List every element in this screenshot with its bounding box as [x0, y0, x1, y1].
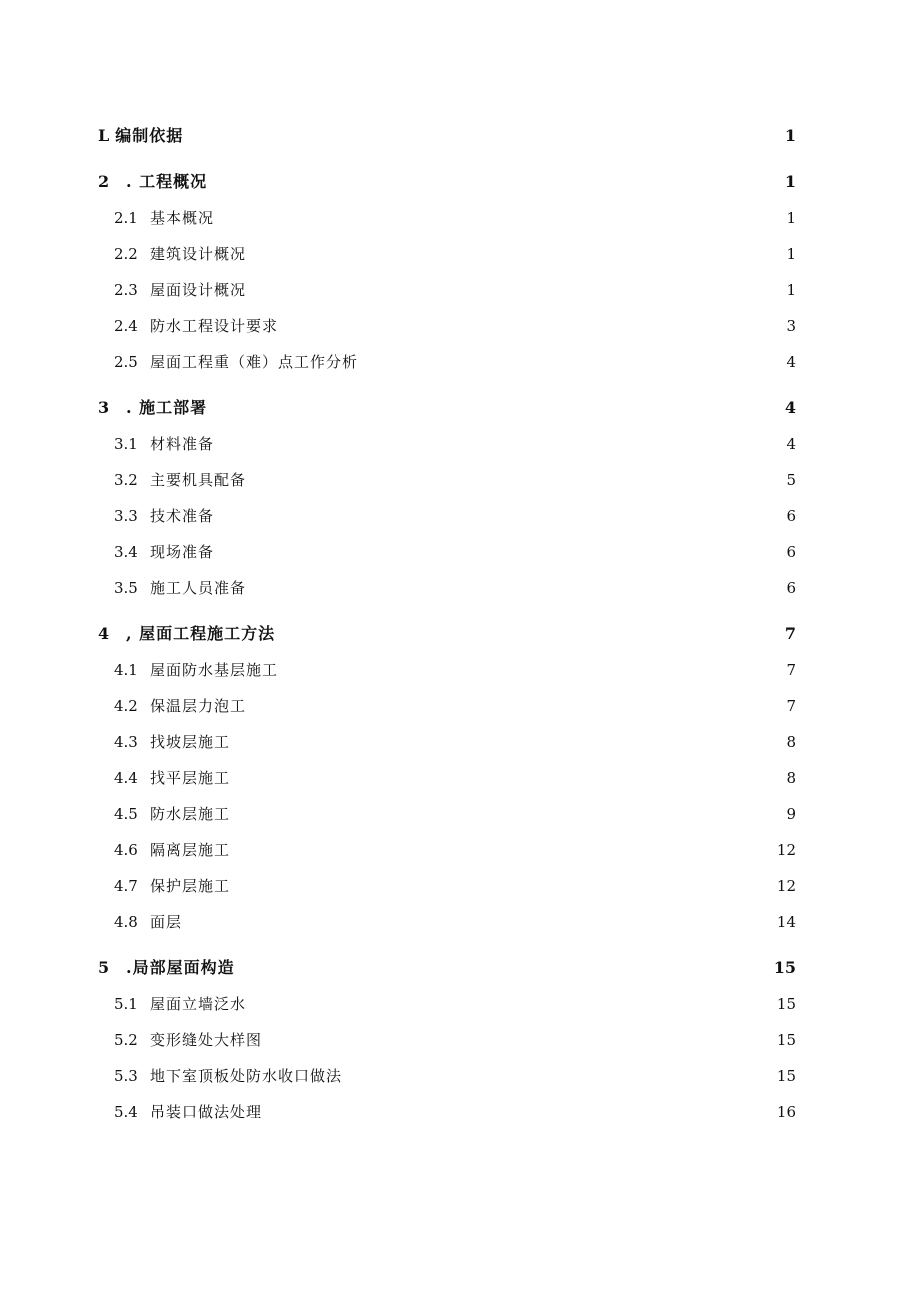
toc-section-entry[interactable]	[98, 570, 796, 606]
toc-entry-page-number: 7	[784, 624, 796, 643]
toc-dot-leader	[364, 352, 782, 367]
toc-dot-leader	[213, 397, 781, 413]
toc-dot-leader	[220, 434, 782, 449]
toc-entry-page-number: 3	[786, 317, 796, 335]
toc-entry-title: 找平层施工	[150, 769, 231, 787]
toc-entry-page-number: 1	[784, 172, 796, 191]
toc-entry-number: 3.1	[114, 435, 138, 453]
toc-entry-page-number: 6	[786, 579, 796, 597]
toc-dot-leader	[268, 1030, 773, 1045]
toc-section-entry[interactable]	[98, 760, 796, 796]
toc-entry-title: 屋面防水基层施工	[150, 661, 279, 679]
toc-entry-title: .局部屋面构造	[126, 958, 235, 977]
toc-entry-page-number: 4	[784, 398, 796, 417]
toc-entry-title: . 施工部署	[126, 398, 208, 417]
toc-entry-number: 2.5	[114, 353, 138, 371]
toc-entry-title: 面层	[150, 913, 183, 931]
toc-entry-title: 现场准备	[150, 543, 215, 561]
toc-section-entry[interactable]	[98, 724, 796, 760]
toc-entry-page-number: 5	[786, 471, 796, 489]
toc-section-entry[interactable]	[98, 1094, 796, 1130]
toc-entry-page-number: 9	[786, 805, 796, 823]
toc-dot-leader	[252, 696, 782, 711]
toc-entry-number: 5.4	[114, 1103, 138, 1121]
toc-entry-number: 4.6	[114, 841, 138, 859]
toc-entry-number: L	[98, 126, 110, 145]
toc-entry-number: 3.4	[114, 543, 138, 561]
toc-entry-page-number: 8	[786, 733, 796, 751]
toc-entry-title: 变形缝处大样图	[150, 1031, 263, 1049]
toc-entry-page-number: 1	[786, 209, 796, 227]
toc-dot-leader	[236, 768, 782, 783]
toc-entry-number: 3	[98, 398, 110, 417]
toc-section-entry[interactable]	[98, 272, 796, 308]
toc-entry-title: 保温层力泡工	[150, 697, 247, 715]
toc-entry-number: 4.8	[114, 913, 138, 931]
toc-entry-title: 基本概况	[150, 209, 215, 227]
toc-entry-page-number: 14	[776, 913, 796, 931]
toc-entry-title: 吊装口做法处理	[150, 1103, 263, 1121]
toc-dot-leader	[213, 171, 781, 187]
toc-entry-title: 材料准备	[150, 435, 215, 453]
toc-section-entry[interactable]	[98, 426, 796, 462]
toc-entry-page-number: 6	[786, 507, 796, 525]
toc-dot-leader	[220, 542, 782, 557]
toc-section-entry[interactable]	[98, 534, 796, 570]
toc-entry-page-number: 1	[786, 281, 796, 299]
toc-dot-leader	[188, 912, 773, 927]
toc-entry-page-number: 12	[776, 877, 796, 895]
toc-entry-number: 5.2	[114, 1031, 138, 1049]
toc-dot-leader	[284, 316, 782, 331]
toc-section-entry[interactable]	[98, 868, 796, 904]
toc-entry-number: 2.2	[114, 245, 138, 263]
toc-dot-leader	[252, 470, 782, 485]
toc-entry-title: 建筑设计概况	[150, 245, 247, 263]
toc-dot-leader	[252, 280, 782, 295]
toc-dot-leader	[252, 994, 773, 1009]
toc-entry-number: 3.5	[114, 579, 138, 597]
toc-entry-title: 施工人员准备	[150, 579, 247, 597]
toc-chapter-entry[interactable]	[98, 616, 796, 652]
toc-section-entry[interactable]	[98, 1058, 796, 1094]
toc-chapter-entry[interactable]	[98, 164, 796, 200]
toc-section-entry[interactable]	[98, 796, 796, 832]
toc-section-entry[interactable]	[98, 688, 796, 724]
toc-entry-page-number: 15	[776, 1067, 796, 1085]
toc-dot-leader	[236, 732, 782, 747]
toc-dot-leader	[241, 957, 770, 973]
toc-dot-leader	[281, 623, 781, 639]
toc-entry-page-number: 16	[776, 1103, 796, 1121]
toc-entry-number: 4.5	[114, 805, 138, 823]
toc-dot-leader	[236, 840, 773, 855]
toc-chapter-entry[interactable]	[98, 950, 796, 986]
toc-entry-page-number: 15	[776, 995, 796, 1013]
toc-entry-page-number: 6	[786, 543, 796, 561]
toc-entry-page-number: 15	[773, 958, 796, 977]
toc-entry-title: 防水层施工	[150, 805, 231, 823]
toc-entry-page-number: 8	[786, 769, 796, 787]
toc-entry-page-number: 4	[786, 435, 796, 453]
toc-dot-leader	[284, 660, 782, 675]
toc-entry-title: 屋面设计概况	[150, 281, 247, 299]
toc-dot-leader	[252, 244, 782, 259]
toc-entry-number: 4.4	[114, 769, 138, 787]
toc-chapter-entry[interactable]	[98, 390, 796, 426]
toc-entry-page-number: 12	[776, 841, 796, 859]
toc-section-entry[interactable]	[98, 1022, 796, 1058]
table-of-contents	[98, 118, 796, 1130]
toc-entry-number: 5	[98, 958, 110, 977]
toc-entry-title: 编制依据	[115, 126, 184, 145]
toc-entry-title: 保护层施工	[150, 877, 231, 895]
toc-entry-page-number: 15	[776, 1031, 796, 1049]
toc-entry-number: 4.3	[114, 733, 138, 751]
toc-entry-title: , 屋面工程施工方法	[126, 624, 276, 643]
toc-entry-number: 2.3	[114, 281, 138, 299]
toc-entry-number: 3.3	[114, 507, 138, 525]
toc-entry-number: 5.1	[114, 995, 138, 1013]
toc-section-entry[interactable]	[98, 904, 796, 940]
toc-section-entry[interactable]	[98, 498, 796, 534]
toc-entry-number: 4.7	[114, 877, 138, 895]
toc-entry-number: 4	[98, 624, 110, 643]
toc-entry-title: 技术准备	[150, 507, 215, 525]
toc-dot-leader	[236, 804, 782, 819]
toc-dot-leader	[268, 1102, 773, 1117]
toc-entry-title: 地下室顶板处防水收口做法	[150, 1067, 343, 1085]
toc-section-entry[interactable]	[98, 344, 796, 380]
toc-entry-title: 找坡层施工	[150, 733, 231, 751]
toc-entry-title: 隔离层施工	[150, 841, 231, 859]
toc-section-entry[interactable]	[98, 652, 796, 688]
toc-section-entry[interactable]	[98, 200, 796, 236]
toc-section-entry[interactable]	[98, 986, 796, 1022]
toc-section-entry[interactable]	[98, 236, 796, 272]
toc-entry-title: 屋面工程重（难）点工作分析	[150, 353, 359, 371]
toc-entry-number: 2.1	[114, 209, 138, 227]
toc-section-entry[interactable]	[98, 308, 796, 344]
toc-entry-title: 主要机具配备	[150, 471, 247, 489]
toc-entry-page-number: 7	[786, 697, 796, 715]
toc-dot-leader	[220, 506, 782, 521]
toc-dot-leader	[348, 1066, 773, 1081]
toc-dot-leader	[189, 125, 781, 141]
toc-entry-number: 4.2	[114, 697, 138, 715]
toc-entry-number: 2	[98, 172, 110, 191]
toc-entry-number: 4.1	[114, 661, 138, 679]
toc-entry-page-number: 4	[786, 353, 796, 371]
toc-entry-page-number: 1	[784, 126, 796, 145]
toc-section-entry[interactable]	[98, 832, 796, 868]
toc-entry-number: 5.3	[114, 1067, 138, 1085]
toc-entry-title: 屋面立墙泛水	[150, 995, 247, 1013]
toc-section-entry[interactable]	[98, 462, 796, 498]
toc-entry-page-number: 7	[786, 661, 796, 679]
toc-chapter-entry[interactable]	[98, 118, 796, 154]
toc-dot-leader	[220, 208, 782, 223]
toc-entry-number: 3.2	[114, 471, 138, 489]
toc-entry-number: 2.4	[114, 317, 138, 335]
toc-entry-page-number: 1	[786, 245, 796, 263]
toc-dot-leader	[236, 876, 773, 891]
toc-dot-leader	[252, 578, 782, 593]
toc-entry-title: 防水工程设计要求	[150, 317, 279, 335]
toc-entry-title: . 工程概况	[126, 172, 208, 191]
